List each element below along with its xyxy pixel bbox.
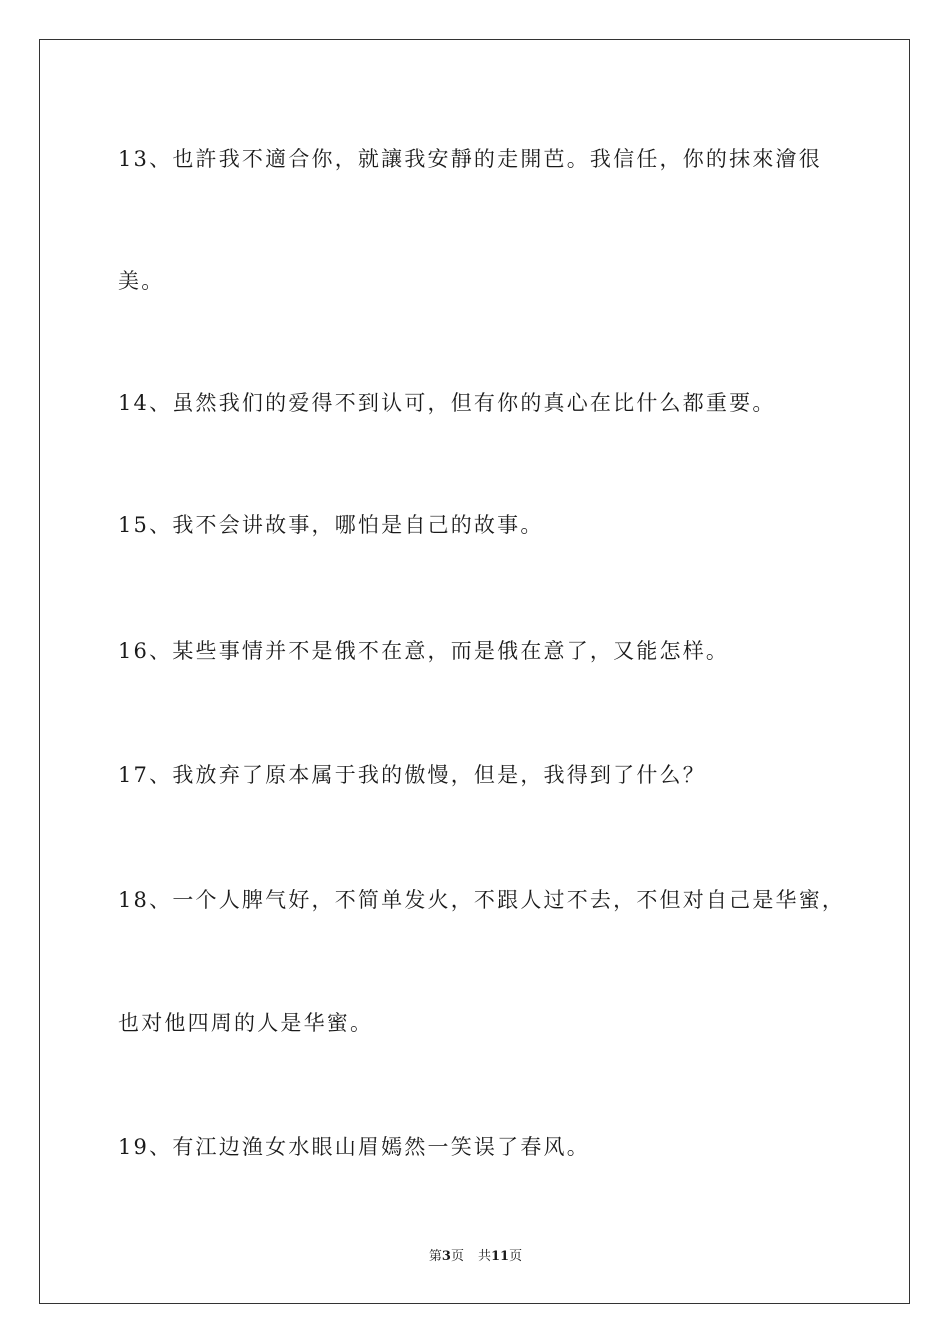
total-prefix: 共 [477,1249,491,1264]
text-line-18b: 也对他四周的人是华蜜。 [118,1011,374,1035]
text-line-18a: 18、一个人脾气好，不简单发火，不跟人过不去，不但对自己是华蜜， [118,888,846,912]
text-line-14: 14、虽然我们的爱得不到认可，但有你的真心在比什么都重要。 [118,391,776,415]
text-line-15: 15、我不会讲故事，哪怕是自己的故事。 [118,513,544,537]
text-line-13a: 13、也許我不適合你，就讓我安靜的走開芭。我信任，你的抹來澮很 [118,147,822,171]
text-line-13b: 美。 [118,269,165,293]
total-suffix: 页 [509,1249,523,1264]
text-line-17: 17、我放弃了原本属于我的傲慢，但是，我得到了什么？ [118,763,706,787]
text-line-16: 16、某些事情并不是俄不在意，而是俄在意了，又能怎样。 [118,639,730,663]
total-pages: 11 [490,1249,510,1264]
page-frame [39,39,910,1304]
page-footer [40,1248,911,1266]
page-prefix: 第 [428,1249,442,1264]
page-suffix: 页 [450,1249,464,1264]
page-number: 3 [441,1249,451,1264]
text-line-19: 19、有江边渔女水眼山眉嫣然一笑误了春风。 [118,1135,590,1159]
